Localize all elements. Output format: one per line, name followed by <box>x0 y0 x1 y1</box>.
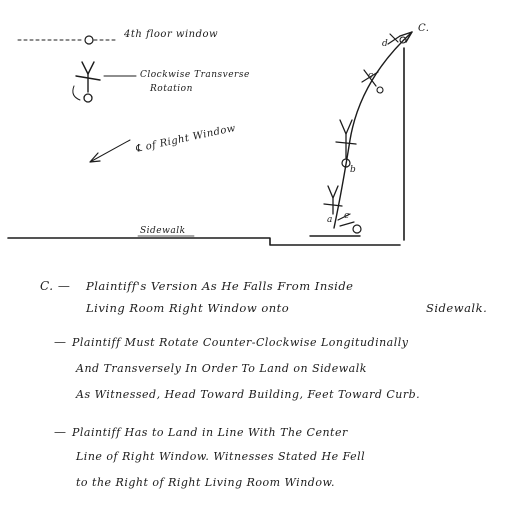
bullet-2-line-2: Line of Right Window. Witnesses Stated He Fell <box>76 450 366 463</box>
clockwise-rotation-label-1: Clockwise Transverse <box>140 70 250 80</box>
fall-trajectory-curve <box>334 32 412 228</box>
position-a-label: a <box>327 215 333 225</box>
fourth-floor-window-label: 4th floor window <box>124 29 219 40</box>
point-c-label: C. <box>418 23 430 34</box>
rotating-figure-icon <box>73 62 100 102</box>
bullet-1-line-2: And Transversely In Order To Land on Sidewalk <box>76 362 367 375</box>
caption-line-2: Living Room Right Window onto <box>86 301 290 315</box>
position-b-label: b <box>350 165 357 175</box>
clockwise-rotation-label-2: Rotation <box>150 84 193 94</box>
position-e-label: e <box>344 211 350 221</box>
bullet-2-line-1: Plaintiff Has to Land in Line With The Center <box>72 426 348 439</box>
bullet-2-line-3: to the Right of Right Living Room Window. <box>76 476 336 489</box>
bullet-1-marker: — <box>54 335 67 349</box>
centerline-arrow <box>90 140 130 162</box>
caption-line-2-end: Sidewalk. <box>426 301 488 315</box>
bullet-2-marker: — <box>54 425 67 439</box>
position-d-label: d <box>382 39 389 49</box>
caption-line-1: Plaintiff's Version As He Falls From Inside <box>86 279 354 293</box>
position-c-label: c <box>368 71 374 81</box>
sidewalk-label: Sidewalk <box>140 226 186 236</box>
caption-marker: C. — <box>40 279 71 293</box>
sidewalk-ground-line <box>8 238 400 245</box>
window-marker-circle <box>85 36 93 44</box>
bullet-1-line-1: Plaintiff Must Rotate Counter-Clockwise Longitudinally <box>72 336 409 349</box>
bullet-1-line-3: As Witnessed, Head Toward Building, Feet Toward Curb. <box>76 388 421 401</box>
centerline-right-window-label: ℄ of Right Window <box>134 122 237 155</box>
